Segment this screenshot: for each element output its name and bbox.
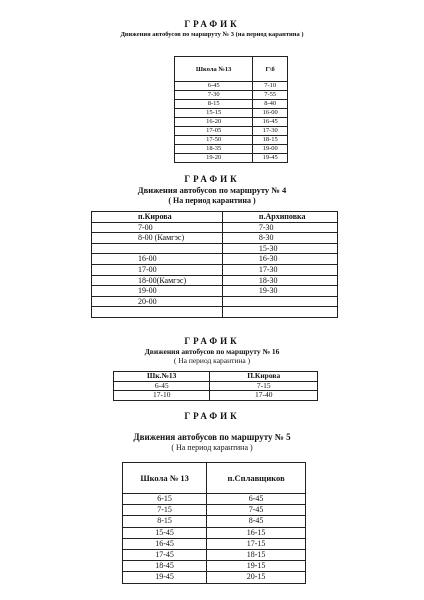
schedule-1-table — [174, 56, 288, 163]
schedule-1-subtitle: Движения автобусов по маршруту № 3 (на период карантина ) — [120, 31, 304, 38]
table-cell: 19-45 — [123, 572, 207, 583]
table-row — [123, 505, 306, 516]
table-row — [123, 550, 306, 561]
table-cell: 17-10 — [114, 391, 210, 401]
table-row — [92, 233, 338, 244]
table-header-row — [114, 372, 318, 382]
table-cell: 18-45 — [123, 561, 207, 572]
table-cell: 17-30 — [253, 127, 288, 136]
table-cell: 15-45 — [123, 527, 207, 538]
schedule-2-title: ГРАФИК — [184, 174, 240, 184]
table-row — [92, 243, 338, 254]
table-cell: 19-00 — [92, 286, 223, 297]
schedule-2-table — [91, 211, 338, 318]
table-cell: 7-55 — [253, 91, 288, 100]
table-row — [92, 222, 338, 233]
table-cell: 16-30 — [222, 254, 337, 265]
table-cell: 15-30 — [222, 243, 337, 254]
table-header-row — [175, 57, 288, 82]
table-row — [175, 154, 288, 163]
column-header: Шк.№13 — [114, 372, 210, 382]
table-cell: 7-15 — [210, 381, 318, 391]
table-row — [114, 391, 318, 401]
table-cell: 16-45 — [123, 538, 207, 549]
table-cell: 16-15 — [207, 527, 306, 538]
table-cell: 7-00 — [92, 222, 223, 233]
table-header-row — [123, 463, 306, 494]
table-row — [123, 561, 306, 572]
table-cell: 6-45 — [114, 381, 210, 391]
table-cell: 19-00 — [253, 145, 288, 154]
table-cell: 16-20 — [175, 118, 253, 127]
table-cell: 7-30 — [222, 222, 337, 233]
table-cell: 17-00 — [92, 264, 223, 275]
table-cell: 17-30 — [222, 264, 337, 275]
table-row — [92, 286, 338, 297]
table-row — [175, 145, 288, 154]
table-cell: 17-40 — [210, 391, 318, 401]
column-header: п.Сплавщиков — [207, 463, 306, 494]
table-cell: 17-50 — [175, 136, 253, 145]
schedule-3-table — [113, 371, 318, 401]
table-row — [123, 527, 306, 538]
table-cell: 20-00 — [92, 296, 223, 307]
table-row — [175, 136, 288, 145]
table-row — [92, 275, 338, 286]
schedule-3-note: ( На период карантина ) — [173, 356, 251, 365]
table-cell: 6-45 — [207, 494, 306, 505]
column-header: Школа № 13 — [123, 463, 207, 494]
column-header: п.Кирова — [92, 212, 223, 223]
table-row — [92, 296, 338, 307]
table-cell: 18-15 — [253, 136, 288, 145]
table-cell: 8-15 — [175, 100, 253, 109]
table-cell: 8-40 — [253, 100, 288, 109]
table-cell: 18-30 — [222, 275, 337, 286]
table-cell: 15-15 — [175, 109, 253, 118]
column-header: п.Архиповка — [222, 212, 337, 223]
table-row — [175, 118, 288, 127]
schedule-4-subtitle: Движения автобусов по маршруту № 5 — [133, 432, 291, 442]
table-cell: 20-15 — [207, 572, 306, 583]
schedule-3-subtitle: Движения автобусов по маршруту № 16 — [144, 347, 280, 356]
table-cell: 17-05 — [175, 127, 253, 136]
table-row — [123, 516, 306, 527]
table-cell: 7-10 — [253, 82, 288, 91]
schedule-4-note: ( На период карантина ) — [171, 443, 253, 452]
table-cell: 17-15 — [207, 538, 306, 549]
table-row — [175, 109, 288, 118]
table-row — [123, 494, 306, 505]
table-cell: 19-20 — [175, 154, 253, 163]
column-header: Г\б — [253, 57, 288, 82]
table-cell: 7-45 — [207, 505, 306, 516]
table-cell: 7-15 — [123, 505, 207, 516]
table-cell: 7-30 — [175, 91, 253, 100]
table-cell: 18-35 — [175, 145, 253, 154]
table-cell — [222, 307, 337, 318]
table-cell — [92, 307, 223, 318]
table-row — [123, 538, 306, 549]
table-cell — [92, 243, 223, 254]
table-row — [92, 307, 338, 318]
table-row — [92, 264, 338, 275]
table-cell: 18-15 — [207, 550, 306, 561]
table-cell: 19-45 — [253, 154, 288, 163]
table-cell: 17-45 — [123, 550, 207, 561]
table-cell — [222, 296, 337, 307]
table-cell: 8-45 — [207, 516, 306, 527]
table-row — [114, 381, 318, 391]
table-row — [175, 100, 288, 109]
table-cell: 8-30 — [222, 233, 337, 244]
table-row — [92, 254, 338, 265]
schedule-2-note: ( На период карантина ) — [168, 196, 256, 205]
schedule-4-table — [122, 462, 306, 584]
table-cell: 8-00 (Камгэс) — [92, 233, 223, 244]
table-cell: 16-00 — [253, 109, 288, 118]
table-cell: 18-00(Камгэс) — [92, 275, 223, 286]
table-cell: 6-15 — [123, 494, 207, 505]
table-row — [175, 82, 288, 91]
table-cell: 19-15 — [207, 561, 306, 572]
table-row — [123, 572, 306, 583]
table-cell: 19-30 — [222, 286, 337, 297]
table-row — [175, 127, 288, 136]
schedule-2-subtitle: Движения автобусов по маршруту № 4 — [137, 185, 287, 195]
table-header-row — [92, 212, 338, 223]
table-cell: 8-15 — [123, 516, 207, 527]
schedule-1-title: ГРАФИК — [184, 19, 240, 29]
column-header: П.Кирова — [210, 372, 318, 382]
column-header: Школа №13 — [175, 57, 253, 82]
schedule-4-title: ГРАФИК — [184, 411, 240, 421]
schedule-3-title: ГРАФИК — [184, 336, 240, 346]
table-row — [175, 91, 288, 100]
table-cell: 16-45 — [253, 118, 288, 127]
table-cell: 6-45 — [175, 82, 253, 91]
table-cell: 16-00 — [92, 254, 223, 265]
